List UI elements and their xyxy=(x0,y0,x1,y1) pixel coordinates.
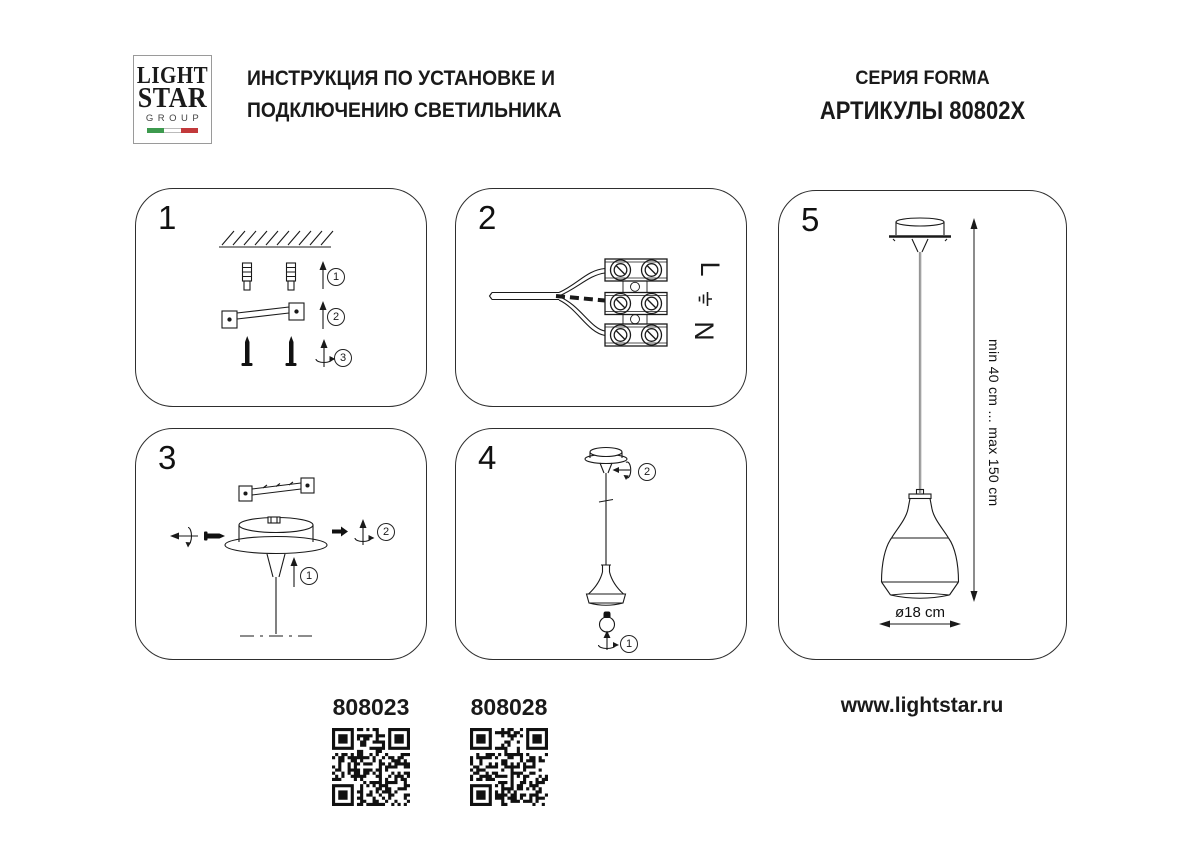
lamp-shade xyxy=(882,490,959,599)
step-marker-1: 1 xyxy=(300,567,318,585)
screw-rotation-icon xyxy=(613,462,631,480)
terminal-label-line: L xyxy=(695,261,726,277)
terminal-screw-icon xyxy=(611,260,662,345)
screw-icon xyxy=(204,532,225,541)
panel-1-number: 1 xyxy=(158,199,177,236)
logo-text-light: LIGHT xyxy=(136,61,209,89)
light-bulb-icon xyxy=(600,612,615,633)
screw-rotation-icon xyxy=(599,631,620,651)
panel-step-4 xyxy=(455,428,747,660)
step-marker-2: 2 xyxy=(327,308,345,326)
page-title xyxy=(247,63,633,127)
screw-rotation-icon xyxy=(355,519,375,545)
screw-rotation-icon xyxy=(316,339,336,367)
height-range-label: min 40 cm ... max 150 cm xyxy=(986,339,1002,507)
article-code-808023: 808023 xyxy=(332,694,410,720)
lightstar-logo xyxy=(133,55,212,144)
header-right xyxy=(800,68,1045,126)
up-arrow-icon xyxy=(320,261,327,289)
series-label: СЕРИЯ FORMA xyxy=(855,68,990,89)
articles-label: АРТИКУЛЫ 80802X xyxy=(819,97,1026,125)
ceiling-hatch-icon xyxy=(219,231,333,247)
title-line-2: ПОДКЛЮЧЕНИЮ СВЕТИЛЬНИКА xyxy=(247,99,562,122)
mounting-bracket-icon xyxy=(239,478,314,501)
screw-rotation-icon xyxy=(170,528,198,548)
suspension-cord xyxy=(919,252,921,493)
step-marker-2: 2 xyxy=(638,463,656,481)
suspension-cord xyxy=(599,473,613,565)
up-arrow-icon xyxy=(291,557,298,587)
panel-4-number: 4 xyxy=(478,439,497,476)
lamp-shade xyxy=(587,565,626,605)
panel-step-5 xyxy=(778,190,1067,660)
canopy xyxy=(225,517,327,554)
logo-text-group: GROUP xyxy=(145,113,204,124)
dimension-arrow-horizontal xyxy=(879,621,961,628)
dimension-arrow-vertical xyxy=(971,218,978,602)
wall-anchor-icon xyxy=(287,263,296,290)
up-arrow-icon xyxy=(320,301,327,329)
logo-text-star: STAR xyxy=(137,81,208,114)
earth-icon xyxy=(700,292,713,306)
wall-anchor-icon xyxy=(243,263,252,290)
panel-step-2 xyxy=(455,188,747,407)
step-marker-3: 3 xyxy=(334,349,352,367)
step-marker-1: 1 xyxy=(327,268,345,286)
suspension-cord xyxy=(267,554,285,634)
panel-2-number: 2 xyxy=(478,199,497,236)
panel-3-number: 3 xyxy=(158,439,177,476)
terminal-block xyxy=(605,259,667,346)
diameter-label: ø18 cm xyxy=(894,604,945,621)
panel-2-diagram xyxy=(456,189,746,406)
screw-icon xyxy=(286,336,297,366)
step-marker-1: 1 xyxy=(620,635,638,653)
qr-code-808028 xyxy=(470,728,548,806)
screw-icon xyxy=(242,336,253,366)
canopy xyxy=(585,448,627,474)
panel-4-diagram xyxy=(456,429,746,659)
article-code-808028: 808028 xyxy=(470,694,548,720)
panel-5-number: 5 xyxy=(801,201,820,238)
panel-1-diagram xyxy=(136,189,426,406)
right-arrow-icon xyxy=(332,527,348,537)
mounting-bracket-icon xyxy=(222,303,304,328)
panel-step-1 xyxy=(135,188,427,407)
terminal-label-neutral: N xyxy=(689,321,720,341)
title-line-1: ИНСТРУКЦИЯ ПО УСТАНОВКЕ И xyxy=(247,67,555,90)
italian-flag-icon xyxy=(134,128,211,133)
step-marker-2: 2 xyxy=(377,523,395,541)
panel-step-3 xyxy=(135,428,427,660)
power-cable-icon xyxy=(490,269,606,336)
canopy xyxy=(889,218,951,252)
panel-5-diagram xyxy=(779,191,1066,659)
website-url: www.lightstar.ru xyxy=(840,694,1004,717)
qr-code-808023 xyxy=(332,728,410,806)
panel-3-diagram xyxy=(136,429,426,659)
